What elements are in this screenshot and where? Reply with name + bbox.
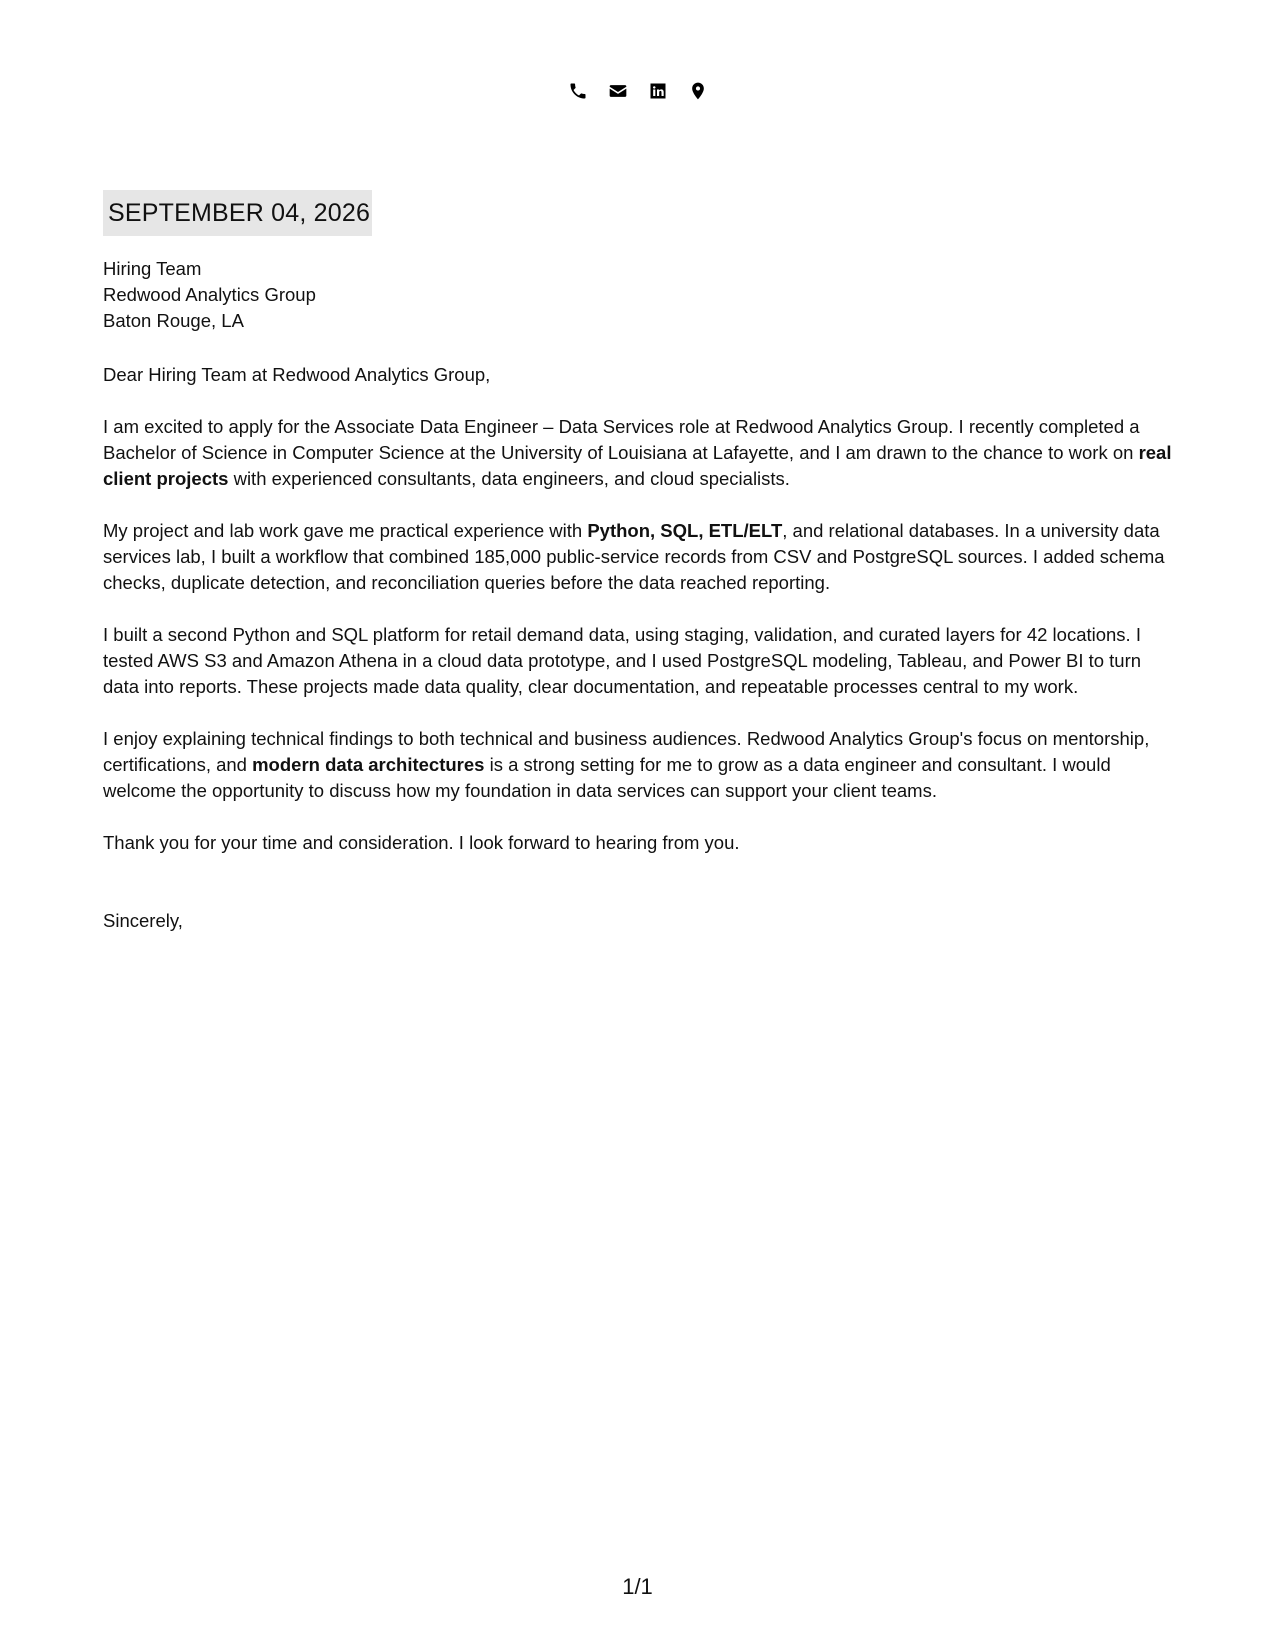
closing-thanks: Thank you for your time and consideration. I look forward to hearing from you.: [103, 832, 740, 853]
emphasis-text: Python, SQL, ETL/ELT: [587, 520, 783, 541]
body-paragraph-2: [103, 518, 1173, 596]
paragraph-text: My project and lab work gave me practical experience with: [103, 520, 588, 541]
page-number: 1/1: [622, 1574, 653, 1599]
paragraph-text: , and relational databases. In a university data services lab, I built a workflow that combined 185,000 public-service records from CSV and PostgreSQL sources. I added schema checks, duplicate detection, and reconciliation queries before the data reached reporting.: [103, 520, 1165, 593]
letter-date: SEPTEMBER 04, 2026: [103, 190, 372, 236]
phone-icon[interactable]: [567, 80, 589, 102]
email-icon[interactable]: [607, 80, 629, 102]
body-paragraph-4: [103, 726, 1173, 804]
salutation: Dear Hiring Team at Redwood Analytics Group,: [103, 364, 491, 385]
paragraph-text: I am excited to apply for the Associate Data Engineer – Data Services role at Redwood Analytics Group. I recently completed a Bachelor of Science in Computer Science at the University of Louisiana at Lafayette, and I am drawn to the chance to work on: [103, 416, 1140, 463]
body-paragraph-1: [103, 414, 1173, 492]
cover-letter: [103, 190, 1173, 934]
recipient-line: Baton Rouge, LA: [103, 310, 244, 331]
paragraph-text: with experienced consultants, data engineers, and cloud specialists.: [228, 468, 790, 489]
body-paragraph-3: I built a second Python and SQL platform for retail demand data, using staging, validation, and curated layers for 42 locations. I tested AWS S3 and Amazon Athena in a cloud data prototype, and I used PostgreSQL modeling, Tableau, and Power BI to turn data into reports. These projects made data quality, clear documentation, and repeatable processes central to my work.: [103, 624, 1142, 697]
contact-icons-bar: [0, 80, 1275, 102]
recipient-block: [103, 256, 1173, 334]
recipient-line: Redwood Analytics Group: [103, 284, 316, 305]
location-pin-icon[interactable]: [687, 80, 709, 102]
signoff: Sincerely,: [103, 910, 183, 931]
emphasis-text: real client projects: [103, 442, 1172, 489]
paragraph-text: I enjoy explaining technical findings to both technical and business audiences. Redwood Analytics Group's focus on mentorship, certifications, and: [103, 728, 1150, 775]
linkedin-icon[interactable]: [647, 80, 669, 102]
paragraph-text: is a strong setting for me to grow as a data engineer and consultant. I would welcome the opportunity to discuss how my foundation in data services can support your client teams.: [103, 754, 1111, 801]
emphasis-text: modern data architectures: [252, 754, 485, 775]
recipient-line: Hiring Team: [103, 258, 202, 279]
